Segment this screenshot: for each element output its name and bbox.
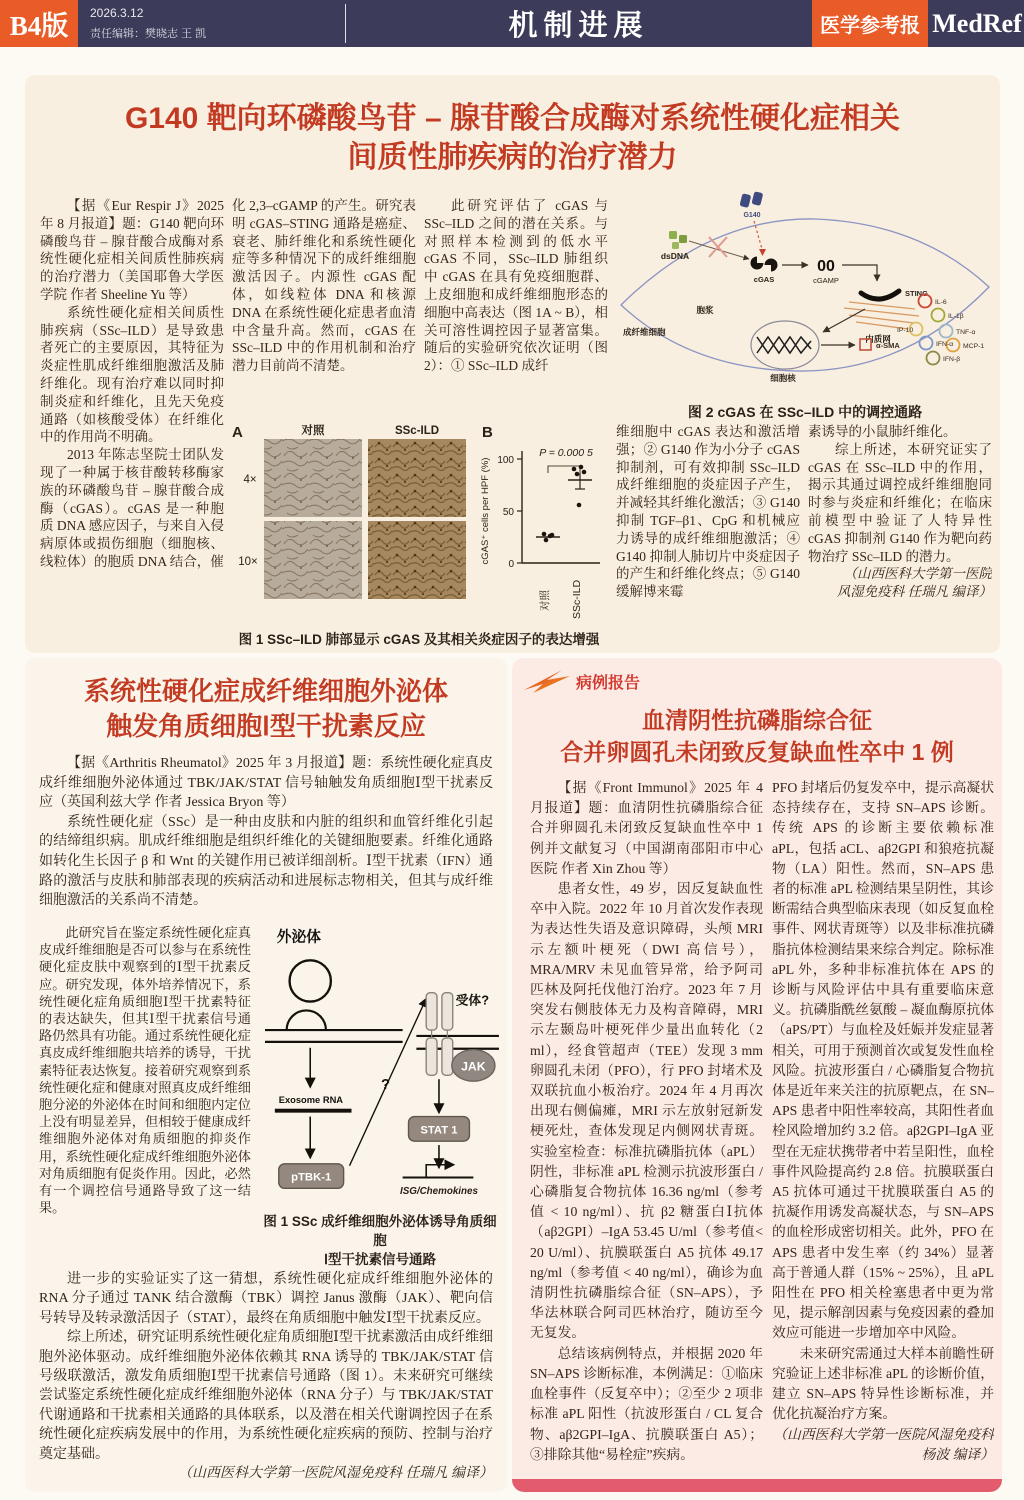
article-title-line2: 间质性肺疾病的治疗潜力 bbox=[347, 141, 678, 174]
cytokine-il6-label: IL-6 bbox=[935, 299, 947, 306]
dna-helix-icon bbox=[757, 337, 811, 353]
magnification-4x-label: 4× bbox=[243, 474, 257, 486]
figure-2-caption: 图 2 cGAS 在 SSc–ILD 中的调控通路 bbox=[687, 404, 923, 420]
paragraph: 化 2,3–cGAMP 的产生。研究表明 cGAS–STING 通路是癌症、衰老、肺纤维化和系统性硬化症等多种情况下的成纤维细胞激活因子。内源性 cGAS 配体，如线粒体 DNA 和核源 DNA 在系统性硬化症患者血清中含量升高。然而，cGAS 在 SSc–ILD 中的作用机制和治疗潜力目前尚不清楚。 bbox=[232, 198, 416, 374]
section-title: 机制进展 bbox=[508, 10, 649, 42]
figure-1-graphic bbox=[230, 423, 608, 621]
cytokine-ip10-label: IP-10 bbox=[897, 327, 914, 334]
g140-inhibitor-icon bbox=[739, 191, 763, 208]
body-column-3 bbox=[424, 197, 608, 423]
cgas-enzyme-icon bbox=[751, 257, 778, 272]
magnification-10x-label: 10× bbox=[238, 556, 258, 568]
stat1-label: STAT 1 bbox=[420, 1124, 458, 1137]
case-report-badge bbox=[524, 668, 640, 694]
brand-name-en: MedRef bbox=[932, 8, 1022, 38]
attribution-line2: 杨波 编译） bbox=[921, 1446, 994, 1462]
sting-label: STING bbox=[905, 289, 928, 298]
attribution-line2: 风湿免疫科 任瑞凡 编译） bbox=[836, 584, 992, 600]
figure-1-caption: 图 1 SSc–ILD 肺部显示 cGAS 及其相关炎症因子的表达增强 bbox=[238, 632, 600, 647]
blocked-cross-icon bbox=[709, 237, 727, 257]
body-bottom-block bbox=[39, 1270, 493, 1483]
editors-line: 责任编辑：樊晓志 王 凯 bbox=[90, 28, 207, 40]
caption-line1: 图 1 SSc 成纤维细胞外泌体诱导角质细胞 bbox=[263, 1214, 497, 1248]
receptor-label: 受体? bbox=[455, 992, 490, 1008]
ptbk1-label: pTBK-1 bbox=[291, 1171, 332, 1184]
body-column-4 bbox=[616, 423, 800, 649]
paragraph: 综上所述，研究证明系统性硬化症角质细胞Ⅰ型干扰素激活由成纤维细胞外泌体驱动。成纤维细胞外泌体依赖其 RNA 诱导的 TBK/JAK/STAT 信号级联激活，激发角质细胞Ⅰ型干扰素信号通路（图 1）。未来研究可继续尝试鉴定系统性硬化症成纤维细胞外泌体（RNA 分子）与 TBK/JAK/STAT 代谢通路和干扰素相关通路的具体联系，以及潜在相关代谢调控因子在系统性硬化症疾病发展中的作用，为系统性硬化症疾病的预防、控制与治疗奠定基础。 bbox=[39, 1330, 493, 1462]
jak-label: JAK bbox=[461, 1059, 486, 1074]
p-value-label: P = 0.000 5 bbox=[539, 447, 593, 459]
y-tick-0: 0 bbox=[508, 559, 514, 570]
fibroblast-label: 成纤维细胞 bbox=[623, 327, 666, 337]
panel-b-label: B bbox=[482, 424, 493, 441]
article-case-report bbox=[512, 658, 1002, 1492]
article-title-line2: 合并卵圆孔未闭致反复缺血性卒中 1 例 bbox=[560, 739, 954, 765]
figure-exosome-caption bbox=[259, 1212, 501, 1269]
exosome-vesicle-icon bbox=[290, 960, 331, 1001]
paragraph: 总结该病例特点，并根据 2020 年 SN–APS 诊断标准，本例满足：①临床血栓事件（反复卒中）；②至少 2 项非标准 aPL 阳性（抗波形蛋白 / CL 复合物、aβ2GPI–IgA、抗膜联蛋白 A5）；③排除其他“易栓症”疾病。 bbox=[530, 1345, 763, 1462]
paragraph: 综上所述，本研究证实了 cGAS 在 SSc–ILD 中的作用，揭示其通过调控成纤维细胞同时参与炎症和纤维化；在临床前模型中验证了人特异性 cGAS 抑制剂 G140 作为靶向药物治疗 SSc–ILD 的潜力。 bbox=[808, 441, 992, 564]
cytoplasm-label: 胞浆 bbox=[696, 305, 714, 315]
figure-2 bbox=[615, 185, 995, 423]
figure-2-graphic bbox=[615, 185, 995, 395]
rna-bar-icon bbox=[275, 1109, 352, 1113]
exosome-rna-label: Exosome RNA bbox=[278, 1094, 344, 1105]
cell-membrane bbox=[265, 1010, 499, 1048]
paragraph: 2013 年陈志坚院士团队发现了一种属于核苷酸转移酶家族的环磷酸鸟苷 – 腺苷酸合成酶（cGAS）。cGAS 是一种胞质 DNA 感应因子，与来自入侵病原体或损伤细胞（细胞核、线粒体）的胞质 DNA 结合，催 bbox=[40, 447, 224, 569]
article-exosome bbox=[25, 658, 507, 1492]
body-column-1 bbox=[40, 197, 224, 649]
cytokine-ifnb-label: IFN-β bbox=[943, 356, 961, 363]
figure-exosome bbox=[259, 920, 501, 1269]
edition-badge: B4版 bbox=[0, 0, 78, 47]
histology-image-ssc-4x bbox=[368, 439, 466, 517]
attribution-line1: （山西医科大学第一医院风湿免疫科 bbox=[773, 1426, 994, 1442]
promoter-icon bbox=[403, 1165, 474, 1178]
body-column-5 bbox=[808, 423, 992, 649]
nucleus-label: 细胞核 bbox=[770, 373, 796, 383]
x-label-ssc: SSc-ILD bbox=[571, 579, 583, 619]
histology-image-control-4x bbox=[264, 439, 362, 517]
cytokine-il1b-label: IL-1β bbox=[948, 313, 964, 320]
cytokine-mcp1-label: MCP-1 bbox=[963, 343, 985, 350]
figure-exosome-graphic bbox=[259, 920, 501, 1207]
paragraph: 维细胞中 cGAS 表达和激活增强；② G140 作为小分子 cGAS 抑制剂，可有效抑制 SSc–ILD 成纤维细胞的炎症因子产生，并减轻其纤维化激活；③ G140 抑制 TGF–β1、CpG 和机械应力诱导的成纤维细胞激活；④ G140 抑制人肺切片中炎症因子的产生和纤维化终点；⑤ G140 缓解博来霉 bbox=[616, 424, 800, 600]
panel-a-label: A bbox=[232, 424, 243, 441]
brand-name-cn: 医学参考报 bbox=[812, 0, 928, 47]
y-tick-50: 50 bbox=[502, 507, 514, 518]
paragraph: 此研究旨在鉴定系统性硬化症真皮成纤维细胞是否可以参与在系统性硬化症皮肤中观察到的Ⅰ型干扰素反应。研究发现，体外培养情况下，系统性硬化症角质细胞Ⅰ型干扰素特征的表达缺失，但其Ⅰ型干扰素信号通路仍然具有功能。通过系统性硬化症真皮成纤维细胞共培养的诱导，干扰素特征表达恢复。接着研究观察到系统性硬化症和健康对照真皮成纤维细胞分泌的外泌体在时间和细胞内定位上没有明显差异，但相较于健康成纤维细胞外泌体对角质细胞的抑炎作用，系统性硬化症成纤维细胞外泌体对角质细胞有促炎作用。因此，必然有一个调控信号通路导致了这一结果。 bbox=[39, 925, 251, 1216]
paragraph: 未来研究需通过大样本前瞻性研究验证上述非标准 aPL 的诊断价值，建立 SN–APS 特异性诊断标准，并优化抗凝治疗方案。 bbox=[772, 1345, 994, 1422]
question-mark-label: ? bbox=[380, 1077, 390, 1094]
article-title bbox=[25, 75, 1000, 177]
page-header bbox=[0, 0, 1024, 47]
paragraph: 系统性硬化症（SSc）是一种由皮肤和内脏的组织和血管纤维化引起的结缔组织病。肌成纤维细胞是组织纤维化的关键细胞要素。纤维化通路如转化生长因子 β 和 Wnt 的关键作用已被详细剖析。Ⅰ型干扰素（IFN）通路的激活与皮肤和肺部表现的疾病活动和进展标志物相关，但其与成纤维细胞激活的关系尚不清楚。 bbox=[39, 814, 493, 909]
figure-1 bbox=[230, 423, 608, 651]
cgamp-icon: 00 bbox=[817, 258, 835, 275]
article-g140 bbox=[25, 75, 1000, 653]
article-title-line1: G140 靶向环磷酸鸟苷 – 腺苷酸合成酶对系统性硬化症相关 bbox=[124, 102, 901, 135]
article-title-line2: 触发角质细胞Ⅰ型干扰素反应 bbox=[106, 711, 426, 741]
isg-chemokines-label: ISG/Chemokines bbox=[399, 1186, 478, 1198]
badge-label: 病例报告 bbox=[576, 674, 641, 692]
g140-arrowhead bbox=[759, 249, 766, 256]
paragraph: 【据《Front Immunol》2025 年 4 月报道】题：血清阴性抗磷脂综合征合并卵圆孔未闭致反复缺血性卒中 1 例并文献复习（中国湖南邵阳市中心医院 作者 Xin Zhou 等） bbox=[530, 780, 763, 876]
scatter-group-control bbox=[536, 532, 560, 543]
asma-label: α-SMA bbox=[876, 341, 900, 350]
paragraph: 素诱导的小鼠肺纤维化。 bbox=[808, 424, 957, 439]
paragraph: 此研究评估了 cGAS 与 SSc–ILD 之间的潜在关系。与对照样本检测到的低水平 cGAS 不同，SSc–ILD 肺组织中 cGAS 在具有免疫细胞群、上皮细胞和成纤维细胞形态的细胞中高表达（图 1A ~ B），相关可溶性调控因子显著富集。随后的实验研究依次证明（图 2）：① SSc–ILD 成纤 bbox=[424, 198, 608, 374]
body-column-2 bbox=[232, 197, 416, 423]
body-column-left bbox=[39, 924, 251, 1270]
attribution-line1: （山西医科大学第一医院 bbox=[843, 566, 992, 582]
article-title bbox=[25, 658, 507, 744]
attribution: （山西医科大学第一医院风湿免疫科 任瑞凡 编译） bbox=[178, 1466, 493, 1482]
receptor-icon bbox=[426, 993, 453, 1076]
paragraph: 【据《Eur Respir J》2025 年 8 月报道】题：G140 靶向环磷酸鸟苷 – 腺苷酸合成酶对系统性硬化症相关间质性肺疾病的治疗潜力（美国耶鲁大学医学院 作者 Sheeline Yu 等） bbox=[40, 198, 224, 302]
cgamp-to-sting-arrow bbox=[842, 265, 877, 281]
x-label-control: 对照 bbox=[539, 590, 551, 611]
cgamp-label: cGAMP bbox=[813, 276, 839, 285]
paragraph: 进一步的实验证实了这一猜想，系统性硬化症成纤维细胞外泌体的 RNA 分子通过 TANK 结合激酶（TBK）调控 Janus 激酶（JAK）、靶向信号转导及转录激活因子（STAT），最终在角质细胞中触发Ⅰ型干扰素反应。 bbox=[39, 1272, 493, 1326]
article-title-line1: 血清阴性抗磷脂综合征 bbox=[642, 707, 872, 733]
paragraph: 患者女性，49 岁，因反复缺血性卒中入院。2022 年 10 月首次发作表现为表达性失语及意识障碍，头颅 MRI 示左额叶梗死（DWI 高信号），MRA/MRV 未见血管异常，给予阿司匹林及阿托伐他汀治疗。2023 年 7 月突发右侧肢体无力及构音障碍，MRI 示左颞岛叶梗死伴少量出血转化（2 ml），经食管超声（TEE）发现 3 mm 卵圆孔未闭（PFO），行 PFO 封堵术及双联抗血小板治疗。2024 年 4 月再次出现右侧偏瘫，MRI 示左放射冠新发梗死灶，查体发现足内侧网状青斑。实验室检查：标准抗磷脂抗体（aPL）阴性，非标准 aPL 检测示抗波形蛋白 / 心磷脂复合物抗体 16.36 ng/ml（参考值 < 10 ng/ml）、抗 β2 糖蛋白Ⅰ抗体（aβ2GPI）–IgA 53.45 U/ml（参考值< 20 U/ml）、抗膜联蛋白 A5 抗体 49.17 ng/ml（参考值 < 40 ng/ml），确诊为血清阴性抗磷脂综合征（SN–APS），予华法林联合阿司匹林治疗，随访至今无复发。 bbox=[530, 881, 763, 1341]
sting-icon bbox=[861, 291, 899, 299]
intro-block bbox=[39, 754, 493, 911]
caption-line2: Ⅰ型干扰素信号通路 bbox=[324, 1252, 436, 1267]
histology-image-ssc-10x bbox=[368, 521, 466, 599]
histology-col-control-label: 对照 bbox=[301, 425, 325, 437]
article-title-line1: 系统性硬化症成纤维细胞外泌体 bbox=[83, 676, 448, 706]
histology-image-control-10x bbox=[264, 521, 362, 599]
cgas-label: cGAS bbox=[753, 275, 775, 284]
dsdna-to-cgas-arrow bbox=[689, 241, 749, 259]
paragraph: PFO 封堵后仍复发卒中，提示高凝状态持续存在，支持 SN–APS 诊断。传统 APS 的诊断主要依赖标准 aPL，包括 aCL、aβ2GPI 和狼疮抗凝物（LA）阳性。然而，SN–APS 患者的标准 aPL 检测结果呈阴性，其诊断需结合典型临床表现（如反复血栓事件、网状青斑等）以及非标准抗磷脂抗体检测结果来综合判定。除标准 aPL 外，多种非标准抗体在 APS 的诊断与风险评估中具有重要临床意义。抗磷脂酰丝氨酸 – 凝血酶原抗体（aPS/PT）与血栓及妊娠并发症显著相关，可用于预测首次或复发性血栓风险。抗波形蛋白 / 心磷脂复合物抗体是近年来关注的抗原靶点，在 SN–APS 患者中阳性率较高，其阳性者血栓风险增加约 3.2 倍。aβ2GPI–IgA 亚型在无症状携带者中若呈阳性，血栓事件风险提高约 2.8 倍。抗膜联蛋白 A5 抗体可通过干扰膜联蛋白 A5 的抗凝作用诱发高凝状态，与 SN–APS 的血栓形成密切相关。此外，PFO 在 APS 患者中发生率（约 34%）显著高于普通人群（15% ~ 25%），且 aPL 阳性在 PFO 相关栓塞患者中更为常见，提示解剖因素与免疫因素的叠加效应可能进一步增加卒中风险。 bbox=[772, 780, 994, 1341]
issue-date: 2026.3.12 bbox=[90, 6, 144, 20]
sting-to-nucleus-arrow bbox=[823, 309, 865, 332]
cytokine-ifna-label: IFN-α bbox=[936, 341, 954, 348]
endoplasmic-reticulum-icon bbox=[844, 302, 919, 329]
body-column-1 bbox=[530, 778, 763, 1474]
paragraph: 【据《Arthritis Rheumatol》2025 年 3 月报道】题：系统性硬化症真皮成纤维细胞外泌体通过 TBK/JAK/STAT 信号轴触发角质细胞Ⅰ型干扰素反应（英国利兹大学 作者 Jessica Bryon 等） bbox=[39, 756, 493, 811]
dsdna-label: dsDNA bbox=[660, 251, 690, 261]
histology-col-ssc-label: SSc-ILD bbox=[394, 425, 440, 437]
pink-bottom-strip bbox=[512, 1479, 1002, 1492]
dsdna-icon bbox=[669, 231, 687, 249]
paragraph: 系统性硬化症相关间质性肺疾病（SSc–ILD）是导致患者死亡的主要原因，其特征为炎症性肌成纤维细胞激活及肺纤维化。现有治疗难以同时抑制炎症和纤维化，且先天免疫通路（如核酸受体）在纤维化中的作用尚不明确。 bbox=[40, 304, 224, 445]
g140-label: G140 bbox=[743, 212, 761, 219]
cytokine-tnfa-label: TNF-α bbox=[956, 329, 976, 336]
body-column-2 bbox=[772, 778, 994, 1474]
y-tick-100: 100 bbox=[497, 455, 514, 466]
flash-zigzag-icon bbox=[524, 668, 570, 694]
exosome-label: 外泌体 bbox=[276, 929, 322, 946]
scatter-y-axis-label: cGAS⁺ cells per HPF (%) bbox=[480, 457, 491, 565]
er-label: 内质网 bbox=[865, 334, 891, 344]
